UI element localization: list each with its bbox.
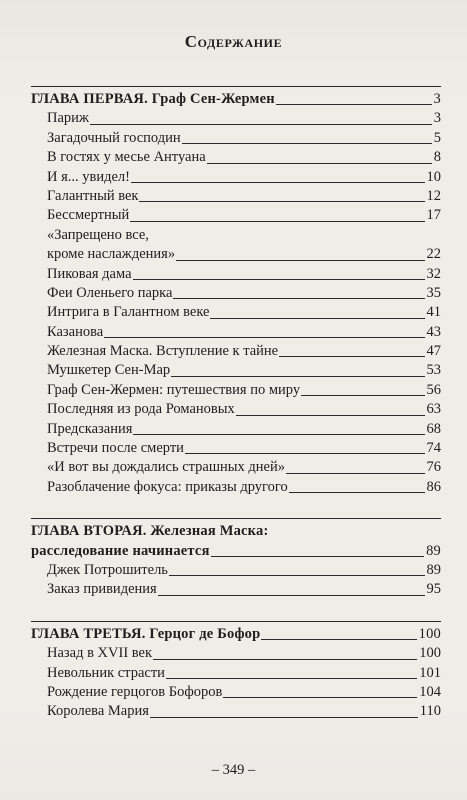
page-number: 47 [426, 343, 441, 360]
entry-title: Феи Оленьего парка [47, 284, 173, 301]
dot-leader [286, 473, 425, 474]
chapter-title: ГЛАВА ТРЕТЬЯ. Герцог де Бофор [31, 625, 261, 642]
dot-leader [210, 318, 424, 319]
dot-leader [104, 337, 424, 338]
dot-leader [276, 104, 432, 105]
toc-entry[interactable] [31, 478, 441, 497]
chapter-2-heading-line1[interactable] [31, 522, 441, 541]
page-number: 8 [433, 149, 441, 166]
page-number: 56 [426, 381, 441, 398]
chapter-3-heading[interactable] [31, 625, 441, 644]
dot-leader [261, 639, 416, 640]
page-number: 104 [419, 683, 441, 700]
chapter-title: ГЛАВА ВТОРАЯ. Железная Маска: [31, 523, 269, 540]
toc-entry[interactable] [31, 381, 441, 400]
page-number: 3 [433, 110, 441, 127]
dot-leader [223, 697, 417, 698]
page-number: 5 [433, 129, 441, 146]
page-number: 74 [426, 440, 441, 457]
dot-leader [176, 260, 424, 261]
page-number: 17 [426, 207, 441, 224]
dot-leader [301, 395, 424, 396]
page-footer-number: – 349 – [211, 762, 256, 778]
page-number: 95 [426, 581, 441, 598]
page-number: 110 [419, 703, 441, 720]
page-number: 100 [418, 625, 441, 642]
entry-title: Разоблачение фокуса: приказы другого [47, 478, 288, 495]
page-number: 89 [426, 561, 441, 578]
page-number: 22 [426, 246, 441, 263]
entry-title: Интрига в Галантном веке [47, 304, 210, 321]
dot-leader [173, 298, 424, 299]
entry-title: Заказ привидения [47, 581, 157, 598]
page-number: 41 [426, 304, 441, 321]
toc-entry[interactable] [31, 109, 441, 128]
toc-entry[interactable] [31, 284, 441, 303]
toc-entry[interactable] [31, 683, 441, 702]
toc-entry[interactable] [31, 129, 441, 148]
entry-title: И я... увидел! [47, 168, 130, 185]
dot-leader [279, 356, 424, 357]
dot-leader [90, 124, 432, 125]
toc-entry[interactable] [31, 323, 441, 342]
page-number: 32 [426, 265, 441, 282]
page-number: 86 [426, 478, 441, 495]
entry-title: Галантный век [47, 187, 139, 204]
entry-title: Предсказания [47, 420, 133, 437]
toc-entry[interactable] [31, 206, 441, 225]
dot-leader [185, 453, 425, 454]
entry-title: Париж [47, 110, 89, 127]
dot-leader [158, 595, 425, 596]
entry-title: кроме наслаждения» [47, 246, 176, 263]
dot-leader [236, 415, 425, 416]
toc-entry[interactable] [31, 439, 441, 458]
toc-entry[interactable] [31, 458, 441, 477]
entry-title: В гостях у месье Антуана [47, 149, 206, 166]
entry-title: Загадочный господин [47, 129, 181, 146]
page-number: 76 [426, 459, 441, 476]
toc-entry[interactable] [31, 148, 441, 167]
dot-leader [211, 556, 424, 557]
dot-leader [139, 201, 424, 202]
toc-entry[interactable] [31, 168, 441, 187]
dot-leader [182, 143, 432, 144]
chapter-1-heading[interactable] [31, 90, 441, 109]
dot-leader [133, 279, 425, 280]
chapter-title: ГЛАВА ПЕРВАЯ. Граф Сен-Жермен [31, 90, 275, 107]
page-number: 35 [426, 284, 441, 301]
toc-entry[interactable] [31, 580, 441, 599]
chapter-divider [31, 86, 441, 87]
chapter-divider [31, 518, 441, 519]
entry-title: Мушкетер Сен-Мар [47, 362, 171, 379]
dot-leader [171, 376, 424, 377]
dot-leader [166, 678, 417, 679]
toc-entry[interactable] [31, 420, 441, 439]
toc-entry[interactable] [31, 561, 441, 580]
dot-leader [150, 717, 418, 718]
toc-entry[interactable] [31, 245, 441, 264]
table-of-contents [31, 86, 441, 722]
entry-title: Граф Сен-Жермен: путешествия по миру [47, 381, 301, 398]
entry-title: Пиковая дама [47, 265, 132, 282]
entry-title: Бессмертный [47, 207, 130, 224]
dot-leader [169, 575, 425, 576]
dot-leader [133, 434, 424, 435]
entry-title: «И вот вы дождались страшных дней» [47, 459, 285, 476]
dot-leader [207, 163, 432, 164]
page-number: 3 [433, 90, 441, 107]
spacer [31, 600, 441, 621]
spacer [31, 497, 441, 518]
dot-leader [289, 492, 425, 493]
dot-leader [153, 659, 417, 660]
dot-leader [131, 182, 425, 183]
toc-entry[interactable] [31, 226, 441, 245]
page-heading: Содержание [184, 32, 283, 51]
toc-entry[interactable] [31, 303, 441, 322]
page-number: 68 [426, 420, 441, 437]
entry-title: Последняя из рода Романовых [47, 401, 235, 418]
toc-entry[interactable] [31, 400, 441, 419]
page-number: 89 [426, 542, 441, 559]
entry-title: «Запрещено все, [47, 226, 149, 243]
entry-title: Джек Потрошитель [47, 561, 168, 578]
entry-title: Казанова [47, 323, 104, 340]
chapter-2-heading-line2[interactable] [31, 542, 441, 561]
entry-title: Назад в XVII век [47, 645, 153, 662]
page-number: 43 [426, 323, 441, 340]
chapter-divider [31, 621, 441, 622]
page-number: 100 [419, 645, 441, 662]
toc-entry[interactable] [31, 265, 441, 284]
page-number: 63 [426, 401, 441, 418]
toc-entry[interactable] [31, 187, 441, 206]
toc-entry[interactable] [31, 644, 441, 663]
toc-entry[interactable] [31, 664, 441, 683]
page-number: 53 [426, 362, 441, 379]
page-number: 12 [426, 187, 441, 204]
entry-title: Железная Маска. Вступление к тайне [47, 343, 279, 360]
entry-title: Рождение герцогов Бофоров [47, 683, 223, 700]
entry-title: Королева Мария [47, 703, 149, 720]
dot-leader [130, 221, 424, 222]
toc-entry[interactable] [31, 342, 441, 361]
chapter-title: расследование начинается [31, 542, 210, 559]
toc-entry[interactable] [31, 361, 441, 380]
page-number: 101 [419, 664, 441, 681]
entry-title: Невольник страсти [47, 664, 165, 681]
page-number: 10 [426, 168, 441, 185]
entry-title: Встречи после смерти [47, 440, 184, 457]
toc-entry[interactable] [31, 702, 441, 721]
